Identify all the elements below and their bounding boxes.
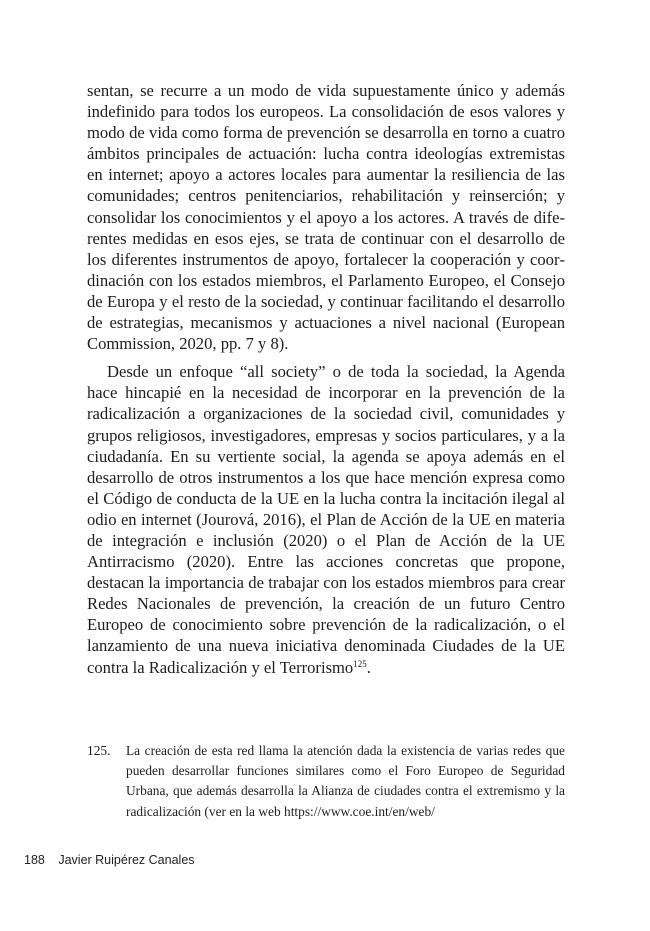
footnote bbox=[87, 741, 565, 822]
footnote-reference[interactable]: 125 bbox=[353, 658, 367, 669]
page-footer bbox=[24, 853, 195, 867]
running-footer-author: Javier Ruipérez Canales bbox=[58, 853, 195, 867]
paragraph-1: sentan, se recurre a un modo de vida supuestamente único y además indefinido para todos los europeos. La consolidación de esos valores y modo de vida como forma de prevención se desarrolla en torno a cuatro ámbitos principales de actuación: lucha contra ideologías extremistas en internet; apoyo a actores locales para aumentar la resiliencia de las comunidades; centros penitenciarios, rehabilitación y reinserción; y consolidar los conocimientos y el apoyo a los actores. A través de diferentes medidas en esos ejes, se trata de continuar con el desarrollo de los diferentes instrumentos de apoyo, fortalecer la cooperación y coordinación con los estados miembros, el Parlamento Europeo, el Consejo de Europa y el resto de la sociedad, y continuar facilitando el desarrollo de estrategias, mecanismos y actuaciones a nivel nacional (European Commission, 2020, pp. 7 y 8). bbox=[87, 81, 565, 354]
paragraph-2-text: Desde un enfoque “all society” o de toda la sociedad, la Agenda hace hincapié en la necesidad de incorporar en la prevención de la radicalización a organizaciones de la sociedad civil, comunidades y grupos religiosos, investigadores, empresas y socios particulares, y a la ciudadanía. En su vertiente social, la agenda se apoya además en el desarrollo de otros instrumentos a los que hace mención expresa como el Código de conducta de la UE en la lucha contra la incitación ilegal al odio en internet (Jourová, 2016), el Plan de Acción de la UE en materia de integración e inclusión (2020) o el Plan de Acción de la UE Antirracismo (2020). Entre las acciones concretas que propone, destacan la importancia de trabajar con los estados miembros para crear Redes Nacionales de prevención, la creación de un futuro Centro Europeo de conocimiento sobre prevención de la radicalización, o el lanzamiento de una nueva iniciativa denominada Ciudades de la UE contra la Radicalización y el Terrorismo bbox=[87, 362, 565, 677]
footnote-text: La creación de esta red llama la atención dada la existencia de varias redes que pueden desarrollar funciones similares como el Foro Europeo de Seguridad Urbana, que además desarrolla la Alianza de ciudades contra el extremismo y la radicalización (ver en la web https://www.coe.int/en/web/ bbox=[126, 743, 565, 819]
page-number: 188 bbox=[24, 853, 45, 867]
paragraph-2: Desde un enfoque “all society” o de toda la sociedad, la Agenda hace hincapié en la necesidad de incorporar en la prevención de la radicalización a organizaciones de la sociedad civil, comunidades y grupos religiosos, investigadores, empresas y socios particulares, y a la ciudadanía. En su vertiente social, la agenda se apoya además en el desarrollo de otros instrumentos a los que hace mención expresa como el Código de conducta de la UE en la lucha contra la incitación ilegal al odio en internet (Jourová, 2016), el Plan de Acción de la UE en materia de integración e inclusión (2020) o el Plan de Acción de la UE Antirracismo (2020). Entre las acciones concretas que propone, destacan la importancia de trabajar con los estados miembros para crear Redes Nacionales de prevención, la creación de un futuro Centro Europeo de conocimiento sobre prevención de la radicalización, o el lanzamiento de una nueva iniciativa denominada Ciudades de la UE contra la Radicalización y el Terrorismo$^{125}$. bbox=[87, 362, 565, 677]
footnote-number: 125. bbox=[87, 743, 111, 758]
body-text bbox=[87, 80, 565, 678]
